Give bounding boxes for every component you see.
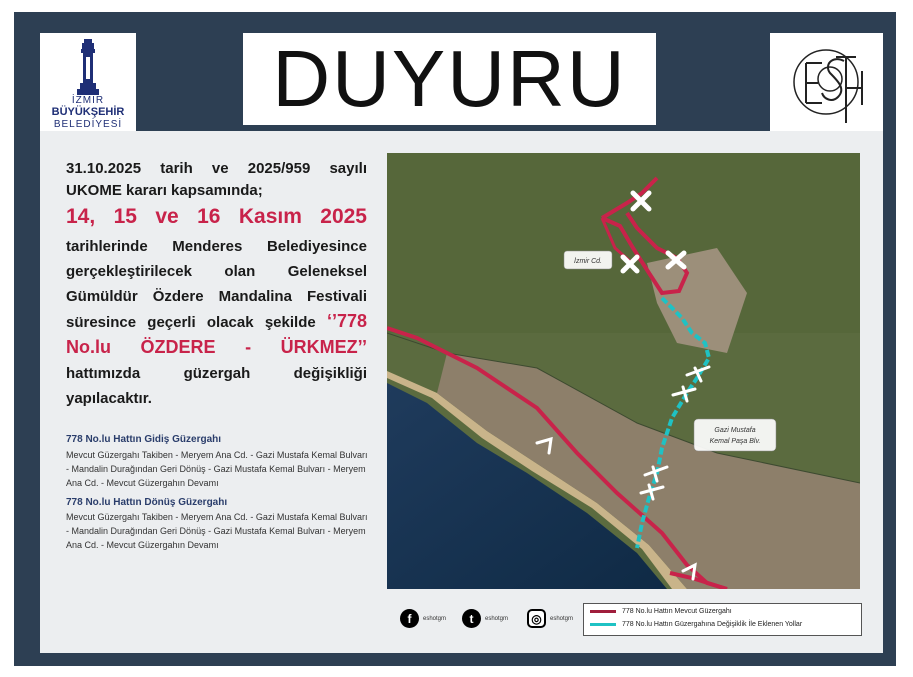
announcement-line-1: 31.10.2025 tarih ve 2025/959 sayılı — [66, 160, 367, 177]
social-handle: eshotgm — [485, 615, 509, 622]
page-title: DUYURU — [243, 33, 656, 125]
twitter-icon: t — [462, 609, 481, 628]
announcement-body-2-prefix: şekilde — [264, 314, 316, 331]
legend-new-swatch — [590, 623, 616, 626]
announcement-body-1: tarihlerinde Menderes Belediyesince gerçekleştirilecek olan Geleneksel Gümüldür Özdere Mandalina Festivali süresince geçerli olacak — [66, 238, 367, 331]
announcement-text — [66, 158, 367, 411]
logo-line-1: İZMİR — [71, 95, 105, 106]
map-label-box — [694, 419, 776, 451]
instagram-icon: ◎ — [527, 609, 546, 628]
announcement-line-2: UKOME kararı kapsamında; — [66, 182, 263, 199]
outbound-route-text: Mevcut Güzergahı Takiben - Meryem Ana Cd. - Gazi Mustafa Kemal Bulvarı - Mandalin Durağından Geri Dönüş - Gazi Mustafa Kemal Bulvarı - Meryem Ana Cd. - Mevcut Güzergahın Devamı — [66, 450, 368, 488]
map-label-izmir: İzmir Cd. — [574, 258, 602, 265]
legend-current-swatch — [590, 610, 616, 613]
announcement-body-2-suffix: hattımızda güzergah değişikliği yapılacaktır. — [66, 365, 367, 407]
route-map[interactable] — [387, 153, 860, 589]
social-twitter[interactable] — [462, 609, 508, 628]
map-label-gazi-1: Gazi Mustafa — [714, 427, 756, 434]
facebook-icon: f — [400, 609, 419, 628]
eshot-seal — [770, 33, 883, 131]
eshot-monogram-icon — [770, 33, 883, 131]
social-instagram[interactable] — [527, 609, 573, 628]
announcement-line-name: ‘’778 No.lu ÖZDERE - ÜRKMEZ’’ — [66, 311, 368, 357]
logo-line-3: BELEDİYESİ — [53, 119, 123, 130]
social-facebook[interactable] — [400, 609, 446, 628]
social-handle: eshotgm — [423, 615, 447, 622]
legend-current-label: 778 No.lu Hattın Mevcut Güzergahı — [622, 608, 732, 615]
map-legend — [583, 603, 862, 636]
announcement-dates: 14, 15 ve 16 Kasım 2025 — [66, 205, 367, 228]
map-label-gazi-2: Kemal Paşa Blv. — [709, 438, 761, 445]
legend-new — [590, 621, 802, 628]
return-route-text: Mevcut Güzergahı Takiben - Meryem Ana Cd. - Gazi Mustafa Kemal Bulvarı - Mandalin Durağından Geri Dönüş - Gazi Mustafa Kemal Bulvarı - Meryem Ana Cd. - Mevcut Güzergahın Devamı — [66, 512, 368, 550]
map-hills — [387, 153, 860, 333]
legend-new-label: 778 No.lu Hattın Güzergahına Değişiklik İle Eklenen Yollar — [622, 621, 803, 628]
logo-line-2: BÜYÜKŞEHİR — [51, 106, 125, 118]
social-handle: eshotgm — [550, 615, 574, 622]
legend-current — [590, 608, 732, 615]
return-route-title: 778 No.lu Hattın Dönüş Güzergahı — [66, 497, 228, 508]
outbound-route-title: 778 No.lu Hattın Gidiş Güzergahı — [66, 434, 222, 445]
